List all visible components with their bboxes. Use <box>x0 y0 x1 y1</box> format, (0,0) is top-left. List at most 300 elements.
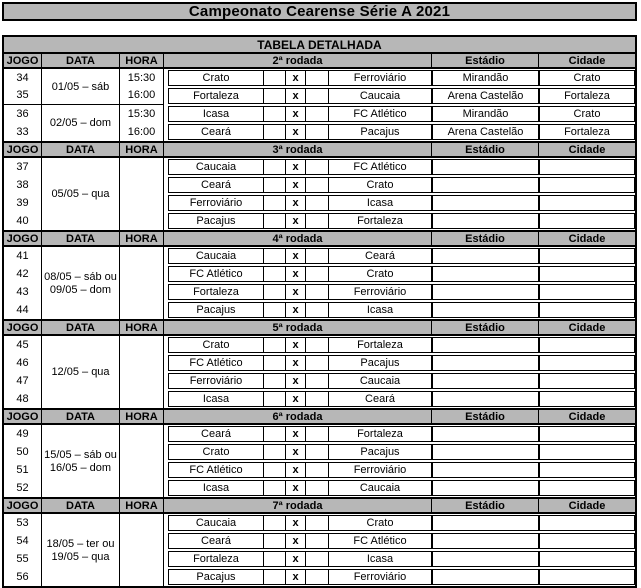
match-row <box>168 533 432 549</box>
home-team-cell: Pacajus <box>196 304 236 316</box>
jogo-number: 51 <box>16 464 29 476</box>
cidade-cell <box>539 355 635 371</box>
match-row <box>168 355 432 371</box>
away-score-cell <box>305 107 328 121</box>
versus-cell: x <box>285 107 305 121</box>
away-score-cell <box>305 249 328 263</box>
estadio-cell <box>432 159 539 175</box>
away-score-cell <box>305 392 328 406</box>
home-score-cell <box>263 89 285 103</box>
versus-cell: x <box>285 552 305 566</box>
match-row <box>168 70 432 86</box>
jogo-number: 37 <box>16 161 29 173</box>
cidade-cell <box>539 462 635 478</box>
home-score-cell <box>263 178 285 192</box>
jogo-group-cell <box>4 247 42 319</box>
col-header-estadio: Estádio <box>432 410 539 423</box>
jogo-number: 50 <box>16 446 29 458</box>
round-label: 5ª rodada <box>164 321 432 334</box>
table-title <box>4 37 635 52</box>
jogo-number: 41 <box>16 250 29 262</box>
col-header-cidade: Cidade <box>568 410 606 423</box>
home-score-cell <box>263 392 285 406</box>
estadio-cell: Mirandão <box>432 106 539 122</box>
home-score-cell <box>263 214 285 228</box>
jogo-number: 52 <box>16 482 29 494</box>
home-score-cell <box>263 125 285 139</box>
home-score-cell <box>263 463 285 477</box>
match-row <box>168 195 432 211</box>
hora-value: 16:00 <box>127 89 156 102</box>
hora-group-cell <box>120 425 164 497</box>
away-team-cell: Pacajus <box>328 125 431 139</box>
home-score-cell <box>263 374 285 388</box>
versus-cell: x <box>285 71 305 85</box>
cidade-cell <box>539 444 635 460</box>
jogo-group-cell <box>4 158 42 230</box>
home-team-cell: Fortaleza <box>193 90 239 102</box>
cidade-cell <box>539 177 635 193</box>
away-team-cell: Caucaia <box>328 374 431 388</box>
col-header-data: DATA <box>42 321 120 334</box>
versus-cell: x <box>285 249 305 263</box>
round-header-row <box>4 319 635 336</box>
round-header-row <box>4 52 635 69</box>
page-title-bar <box>2 2 637 21</box>
jogo-number: 42 <box>16 268 29 280</box>
versus-cell: x <box>285 356 305 370</box>
home-score-cell <box>263 427 285 441</box>
date-line: 16/05 – dom <box>49 461 112 474</box>
away-score-cell <box>305 303 328 317</box>
col-header-jogo: JOGO <box>4 54 42 67</box>
cidade-cell <box>539 551 635 567</box>
match-row <box>168 159 432 175</box>
jogo-number: 39 <box>16 197 29 209</box>
versus-cell: x <box>285 392 305 406</box>
estadio-cell <box>432 195 539 211</box>
col-header-cidade: Cidade <box>568 499 606 512</box>
home-team-cell: Ferroviário <box>189 375 243 387</box>
match-row <box>168 106 432 122</box>
col-header-hora: HORA <box>120 321 164 334</box>
col-header-hora: HORA <box>120 410 164 423</box>
versus-cell: x <box>285 196 305 210</box>
hora-group-cell <box>120 105 164 141</box>
away-team-cell: Fortaleza <box>328 338 431 352</box>
match-row <box>168 284 432 300</box>
home-team-cell: Caucaia <box>195 250 237 262</box>
home-team-cell: Crato <box>202 339 230 351</box>
away-score-cell <box>305 427 328 441</box>
cidade-cell <box>539 302 635 318</box>
cidade-cell <box>539 248 635 264</box>
away-team-cell: Crato <box>328 516 431 530</box>
home-score-cell <box>263 570 285 584</box>
versus-cell: x <box>285 338 305 352</box>
date-group-cell <box>42 247 120 319</box>
col-header-estadio: Estádio <box>432 499 539 512</box>
away-score-cell <box>305 445 328 459</box>
home-team-cell: Icasa <box>202 482 230 494</box>
date-line: 12/05 – qua <box>51 366 110 378</box>
date-line: 08/05 – sáb ou <box>44 270 117 283</box>
round-header-row <box>4 408 635 425</box>
col-header-estadio: Estádio <box>432 54 539 67</box>
hora-group-cell <box>120 158 164 230</box>
away-score-cell <box>305 570 328 584</box>
match-row <box>168 373 432 389</box>
round-body <box>4 69 635 141</box>
away-team-cell: Pacajus <box>328 356 431 370</box>
schedule-table <box>2 35 637 588</box>
versus-cell: x <box>285 285 305 299</box>
home-team-cell: Crato <box>202 446 230 458</box>
hora-group-cell <box>120 247 164 319</box>
date-line: 09/05 – dom <box>49 283 112 296</box>
jogo-number: 55 <box>16 553 29 565</box>
cidade-cell <box>539 480 635 496</box>
cidade-cell <box>539 533 635 549</box>
versus-cell: x <box>285 374 305 388</box>
home-team-cell: FC Atlético <box>189 464 243 476</box>
cidade-cell: Fortaleza <box>539 124 635 140</box>
jogo-group-cell <box>4 336 42 408</box>
away-score-cell <box>305 89 328 103</box>
jogo-number: 49 <box>16 428 29 440</box>
away-team-cell: Ferroviário <box>328 71 431 85</box>
round-header-row <box>4 230 635 247</box>
estadio-cell <box>432 462 539 478</box>
home-team-cell: Ceará <box>201 535 231 547</box>
jogo-number: 40 <box>16 215 29 227</box>
round-header-row <box>4 497 635 514</box>
cidade-cell <box>539 284 635 300</box>
away-score-cell <box>305 71 328 85</box>
table-title-text: TABELA DETALHADA <box>257 37 382 52</box>
home-team-cell: FC Atlético <box>189 268 243 280</box>
versus-cell: x <box>285 481 305 495</box>
away-score-cell <box>305 125 328 139</box>
round-body <box>4 425 635 497</box>
jogo-group-cell <box>4 514 42 586</box>
match-row <box>168 515 432 531</box>
page-title: Campeonato Cearense Série A 2021 <box>188 3 451 20</box>
estadio-cell <box>432 355 539 371</box>
jogo-number: 33 <box>16 126 29 138</box>
estadio-cell <box>432 302 539 318</box>
round-body <box>4 247 635 319</box>
col-header-jogo: JOGO <box>4 499 42 512</box>
home-team-cell: Ceará <box>201 179 231 191</box>
match-row <box>168 124 432 140</box>
away-team-cell: Ceará <box>328 392 431 406</box>
match-row <box>168 551 432 567</box>
date-line: 02/05 – dom <box>49 117 112 129</box>
estadio-cell <box>432 515 539 531</box>
col-header-hora: HORA <box>120 499 164 512</box>
match-row <box>168 444 432 460</box>
estadio-cell <box>432 248 539 264</box>
versus-cell: x <box>285 214 305 228</box>
cidade-cell <box>539 159 635 175</box>
away-score-cell <box>305 196 328 210</box>
away-score-cell <box>305 267 328 281</box>
away-team-cell: Ferroviário <box>328 463 431 477</box>
date-line: 18/05 – ter ou <box>46 537 115 550</box>
round-body <box>4 158 635 230</box>
date-group-cell <box>42 158 120 230</box>
home-score-cell <box>263 445 285 459</box>
away-team-cell: FC Atlético <box>328 107 431 121</box>
hora-value: 16:00 <box>127 126 156 138</box>
col-header-cidade: Cidade <box>568 54 606 67</box>
jogo-number: 45 <box>16 339 29 351</box>
date-group-cell <box>42 336 120 408</box>
jogo-number: 48 <box>16 393 29 405</box>
round-label: 2ª rodada <box>164 54 432 67</box>
away-team-cell: Caucaia <box>328 89 431 103</box>
away-team-cell: Ferroviário <box>328 570 431 584</box>
match-row <box>168 266 432 282</box>
cidade-cell <box>539 195 635 211</box>
versus-cell: x <box>285 570 305 584</box>
col-header-jogo: JOGO <box>4 410 42 423</box>
match-row <box>168 177 432 193</box>
date-group-cell <box>42 425 120 497</box>
home-score-cell <box>263 160 285 174</box>
away-score-cell <box>305 356 328 370</box>
col-header-cidade: Cidade <box>568 143 606 156</box>
home-score-cell <box>263 196 285 210</box>
estadio-cell <box>432 426 539 442</box>
estadio-cell <box>432 391 539 407</box>
cidade-cell <box>539 515 635 531</box>
estadio-cell <box>432 444 539 460</box>
rounds-container <box>4 52 635 586</box>
home-team-cell: Ceará <box>201 126 231 138</box>
cidade-cell <box>539 391 635 407</box>
col-header-data: DATA <box>42 143 120 156</box>
cidade-cell <box>539 373 635 389</box>
col-header-hora: HORA <box>120 54 164 67</box>
home-score-cell <box>263 303 285 317</box>
home-team-cell: Pacajus <box>196 571 236 583</box>
col-header-data: DATA <box>42 499 120 512</box>
date-group-cell <box>42 105 120 141</box>
col-header-jogo: JOGO <box>4 232 42 245</box>
estadio-cell <box>432 569 539 585</box>
away-score-cell <box>305 374 328 388</box>
cidade-cell: Crato <box>539 70 635 86</box>
away-score-cell <box>305 285 328 299</box>
away-team-cell: Fortaleza <box>328 214 431 228</box>
estadio-cell <box>432 213 539 229</box>
away-team-cell: Icasa <box>328 303 431 317</box>
away-team-cell: Ceará <box>328 249 431 263</box>
versus-cell: x <box>285 178 305 192</box>
versus-cell: x <box>285 463 305 477</box>
col-header-jogo: JOGO <box>4 321 42 334</box>
versus-cell: x <box>285 534 305 548</box>
estadio-cell <box>432 337 539 353</box>
round-header-row <box>4 141 635 158</box>
home-score-cell <box>263 107 285 121</box>
estadio-cell <box>432 533 539 549</box>
cidade-cell <box>539 569 635 585</box>
hora-value: 15:30 <box>127 71 156 84</box>
away-score-cell <box>305 516 328 530</box>
away-team-cell: Caucaia <box>328 481 431 495</box>
home-score-cell <box>263 516 285 530</box>
round-body <box>4 514 635 586</box>
versus-cell: x <box>285 303 305 317</box>
hora-value: 15:30 <box>127 108 156 120</box>
away-score-cell <box>305 338 328 352</box>
estadio-cell <box>432 480 539 496</box>
away-team-cell: Pacajus <box>328 445 431 459</box>
date-group-cell <box>42 69 120 105</box>
jogo-number: 54 <box>16 535 29 547</box>
round-label: 6ª rodada <box>164 410 432 423</box>
cidade-cell: Fortaleza <box>539 88 635 104</box>
match-row <box>168 569 432 585</box>
jogo-group-cell <box>4 425 42 497</box>
away-score-cell <box>305 463 328 477</box>
home-score-cell <box>263 338 285 352</box>
match-row <box>168 213 432 229</box>
match-row <box>168 248 432 264</box>
home-score-cell <box>263 71 285 85</box>
cidade-cell <box>539 266 635 282</box>
away-team-cell: Fortaleza <box>328 427 431 441</box>
jogo-number: 53 <box>16 517 29 529</box>
away-score-cell <box>305 552 328 566</box>
match-row <box>168 88 432 104</box>
estadio-cell: Arena Castelão <box>432 124 539 140</box>
jogo-number: 34 <box>16 71 29 84</box>
col-header-cidade: Cidade <box>568 232 606 245</box>
versus-cell: x <box>285 89 305 103</box>
versus-cell: x <box>285 516 305 530</box>
away-score-cell <box>305 160 328 174</box>
estadio-cell <box>432 373 539 389</box>
cidade-cell <box>539 426 635 442</box>
away-score-cell <box>305 214 328 228</box>
col-header-data: DATA <box>42 232 120 245</box>
estadio-cell <box>432 284 539 300</box>
col-header-estadio: Estádio <box>432 232 539 245</box>
col-header-data: DATA <box>42 410 120 423</box>
col-header-hora: HORA <box>120 232 164 245</box>
cidade-cell: Crato <box>539 106 635 122</box>
match-row <box>168 391 432 407</box>
home-team-cell: Caucaia <box>195 517 237 529</box>
round-label: 3ª rodada <box>164 143 432 156</box>
home-score-cell <box>263 534 285 548</box>
col-header-jogo: JOGO <box>4 143 42 156</box>
home-score-cell <box>263 552 285 566</box>
away-score-cell <box>305 534 328 548</box>
home-score-cell <box>263 249 285 263</box>
round-label: 7ª rodada <box>164 499 432 512</box>
estadio-cell <box>432 266 539 282</box>
home-team-cell: Fortaleza <box>193 553 239 565</box>
away-team-cell: FC Atlético <box>328 160 431 174</box>
date-line: 01/05 – sáb <box>51 80 110 93</box>
match-row <box>168 480 432 496</box>
away-team-cell: Crato <box>328 267 431 281</box>
col-header-data: DATA <box>42 54 120 67</box>
hora-group-cell <box>120 69 164 105</box>
jogo-number: 35 <box>16 89 29 102</box>
away-team-cell: FC Atlético <box>328 534 431 548</box>
estadio-cell <box>432 177 539 193</box>
jogo-group-cell <box>4 69 42 105</box>
date-line: 05/05 – qua <box>51 188 110 200</box>
estadio-cell: Mirandão <box>432 70 539 86</box>
away-score-cell <box>305 481 328 495</box>
round-label: 4ª rodada <box>164 232 432 245</box>
home-team-cell: Caucaia <box>195 161 237 173</box>
match-row <box>168 337 432 353</box>
jogo-number: 56 <box>16 571 29 583</box>
jogo-number: 36 <box>16 108 29 120</box>
col-header-cidade: Cidade <box>568 321 606 334</box>
home-team-cell: Ferroviário <box>189 197 243 209</box>
jogo-number: 38 <box>16 179 29 191</box>
home-team-cell: Crato <box>202 72 230 84</box>
jogo-number: 44 <box>16 304 29 316</box>
home-score-cell <box>263 356 285 370</box>
versus-cell: x <box>285 125 305 139</box>
home-team-cell: Ceará <box>201 428 231 440</box>
home-score-cell <box>263 267 285 281</box>
away-team-cell: Icasa <box>328 552 431 566</box>
match-row <box>168 302 432 318</box>
versus-cell: x <box>285 160 305 174</box>
cidade-cell <box>539 337 635 353</box>
away-team-cell: Ferroviário <box>328 285 431 299</box>
col-header-estadio: Estádio <box>432 321 539 334</box>
date-line: 19/05 – qua <box>51 550 110 563</box>
home-team-cell: FC Atlético <box>189 357 243 369</box>
home-team-cell: Icasa <box>202 108 230 120</box>
col-header-estadio: Estádio <box>432 143 539 156</box>
cidade-cell <box>539 213 635 229</box>
jogo-number: 46 <box>16 357 29 369</box>
away-team-cell: Crato <box>328 178 431 192</box>
home-score-cell <box>263 285 285 299</box>
home-team-cell: Pacajus <box>196 215 236 227</box>
date-group-cell <box>42 514 120 586</box>
versus-cell: x <box>285 445 305 459</box>
versus-cell: x <box>285 427 305 441</box>
hora-group-cell <box>120 514 164 586</box>
home-team-cell: Icasa <box>202 393 230 405</box>
estadio-cell <box>432 551 539 567</box>
home-score-cell <box>263 481 285 495</box>
col-header-hora: HORA <box>120 143 164 156</box>
jogo-number: 47 <box>16 375 29 387</box>
estadio-cell: Arena Castelão <box>432 88 539 104</box>
jogo-number: 43 <box>16 286 29 298</box>
match-row <box>168 462 432 478</box>
jogo-group-cell <box>4 105 42 141</box>
away-team-cell: Icasa <box>328 196 431 210</box>
versus-cell: x <box>285 267 305 281</box>
date-line: 15/05 – sáb ou <box>44 448 117 461</box>
